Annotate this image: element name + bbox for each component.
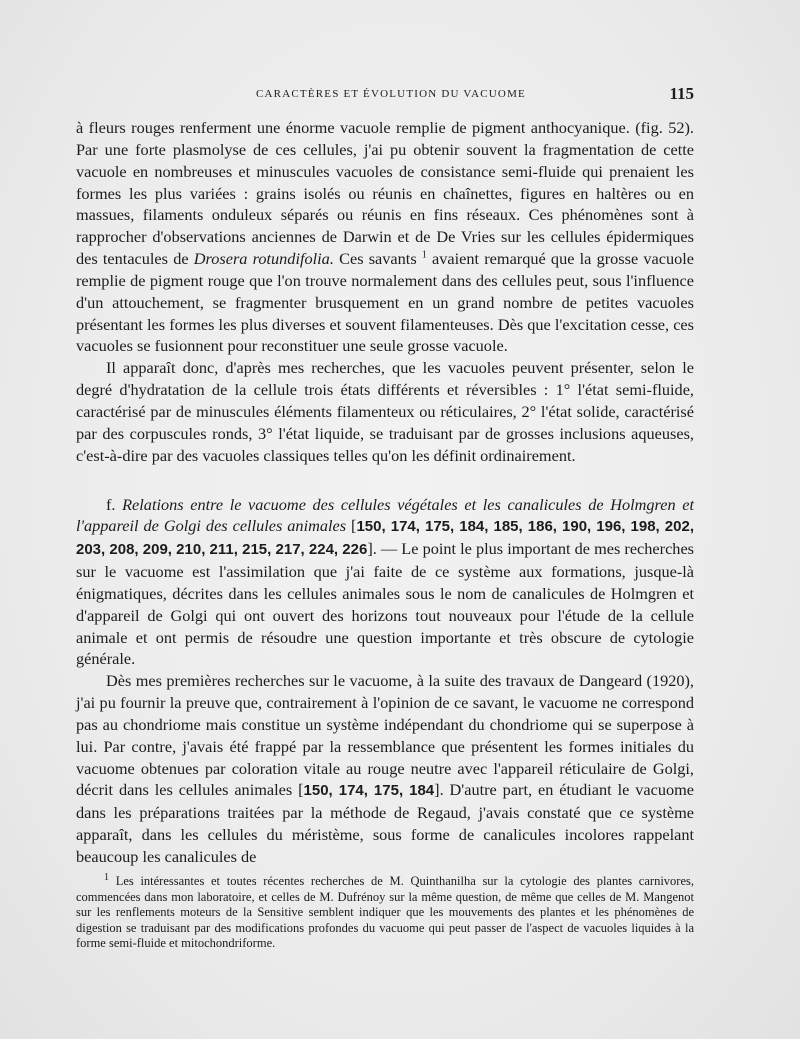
footnote-marker: 1 [421,249,427,261]
species-name: Drosera rotundifolia. [193,249,334,269]
paragraph-text: avaient remarqué que la grosse vacuole remplie de pigment rouge que l'on trouve normalement dans des cellules peut, sous l'influence d'un attouchement, se fragmenter brusquement en un grand nombre de petites vacuoles présentant les formes les plus diverses et souvent filamenteuses. Dès que l'excitation cesse, ces vacuoles se fusionnent pour reconstituer une seule grosse vacuole. [76,249,695,356]
reference-list: 150, 174, 175, 184 [303,782,435,800]
paragraph-states: Il apparaît donc, d'après mes recherches, que les vacuoles peuvent présenter, selon le degré d'hydratation de la cellule trois états différents et réversibles : 1° l'état semi-fluide, caractérisé par de minuscules éléments filamenteux ou réticulaires, 2° l'état solide, caractérisé par des corpuscules ronds, 3° l'état liquide, se traduisant par de grosses inclusions aqueuses, c'est-à-dire par des vacuoles classiques telles qu'on les définit ordinairement. [76,358,694,465]
paragraph-golgi [76,670,694,868]
paragraph-text: ]. — Le point le plus important de mes recherches sur le vacuome est l'assimilation que j'ai faite de ce système aux formations, jusque-là énigmatiques, décrites dans les cellules animales sous le nom de canalicules de Holmgren et d'appareil de Golgi qui ont ouvert des horizons tout nouveaux pour l'étude de la cellule animale et ont permis de résoudre une question importante et très obscure de cytologie générale. [76,539,695,669]
bracket-open: [ [346,516,357,536]
running-header-title: CARACTÈRES ET ÉVOLUTION DU VACUOME [256,88,526,100]
section-f-paragraph [76,494,694,671]
footnote [76,871,694,952]
paragraph-text: Dès mes premières recherches sur le vacuome, à la suite des travaux de Dangeard (1920), j'ai pu fournir la preuve que, contrairement à l'opinion de ce savant, le vacuome ne correspond pas au chondriome mais constitue un système indépendant du chondriome qui se superpose à lui. Par contre, j'avais été frappé par la ressemblance que présentent les formes initiales du vacuome obtenues par coloration vitale au rouge neutre avec l'appareil réticulaire de Golgi, décrit dans les cellules animales [ [76,671,694,800]
reference-list: 150, 174, 175, 184, 185, 186, 190, 196, 198, 202, 203, 208, 209, 210, 211, 215, 217, 224, 226 [76,518,694,559]
body-text [76,117,694,868]
running-header [248,86,694,106]
footnote-text-block [76,871,694,952]
paragraph-text: ]. D'autre part, en étudiant le vacuome dans les préparations traitées par la méthode de Regaud, j'avais constaté que ce système apparaît, dans les cellules du méristème, sous forme de canalicules incolores rappelant beaucoup les canalicules de [76,780,695,866]
section-label: f. [106,494,123,514]
footnote-marker: 1 [104,871,109,883]
paragraph-text: Ces savants [333,249,422,269]
paragraph-text: à fleurs rouges renferment une énorme vacuole remplie de pigment anthocyanique. (fig. 52). Par une forte plasmolyse de ces cellules, j'ai pu obtenir souvent la fragmentation de cette vacuole en nombreuses et minuscules vacuoles de consistance semi-fluide qui prenaient les formes les plus variées : grains isolés ou réunis en chaînettes, figures en haltères ou en massues, filaments onduleux séparés ou réunis en fins réseaux. Ces phénomènes sont à rapprocher d'observations anciennes de Darwin et de De Vries sur les cellules épidermiques des tentacules de [76,118,694,269]
paragraph-continuation [76,117,694,357]
footnote-text: Les intéressantes et toutes récentes recherches de M. Quinthanilha sur la cytologie des plantes carnivores, commencées dans mon laboratoire, et celles de M. Dufrénoy sur la même question, de même que celles de M. Mangenot sur les renflements moteurs de la Sensitive semblent indiquer que les mouvements des plantes et les phénomènes de digestion se traduisant par des modifications profondes du vacuome qui peut passer de l'aspect de vacuoles liquides à la forme semi-fluide et mitochondriforme. [76,874,694,951]
section-gap [76,467,694,494]
section-title: Relations entre le vacuome des cellules végétales et les canalicules de Holmgren et l'appareil de Golgi des cellules animales [76,494,694,536]
page-number: 115 [669,84,694,103]
